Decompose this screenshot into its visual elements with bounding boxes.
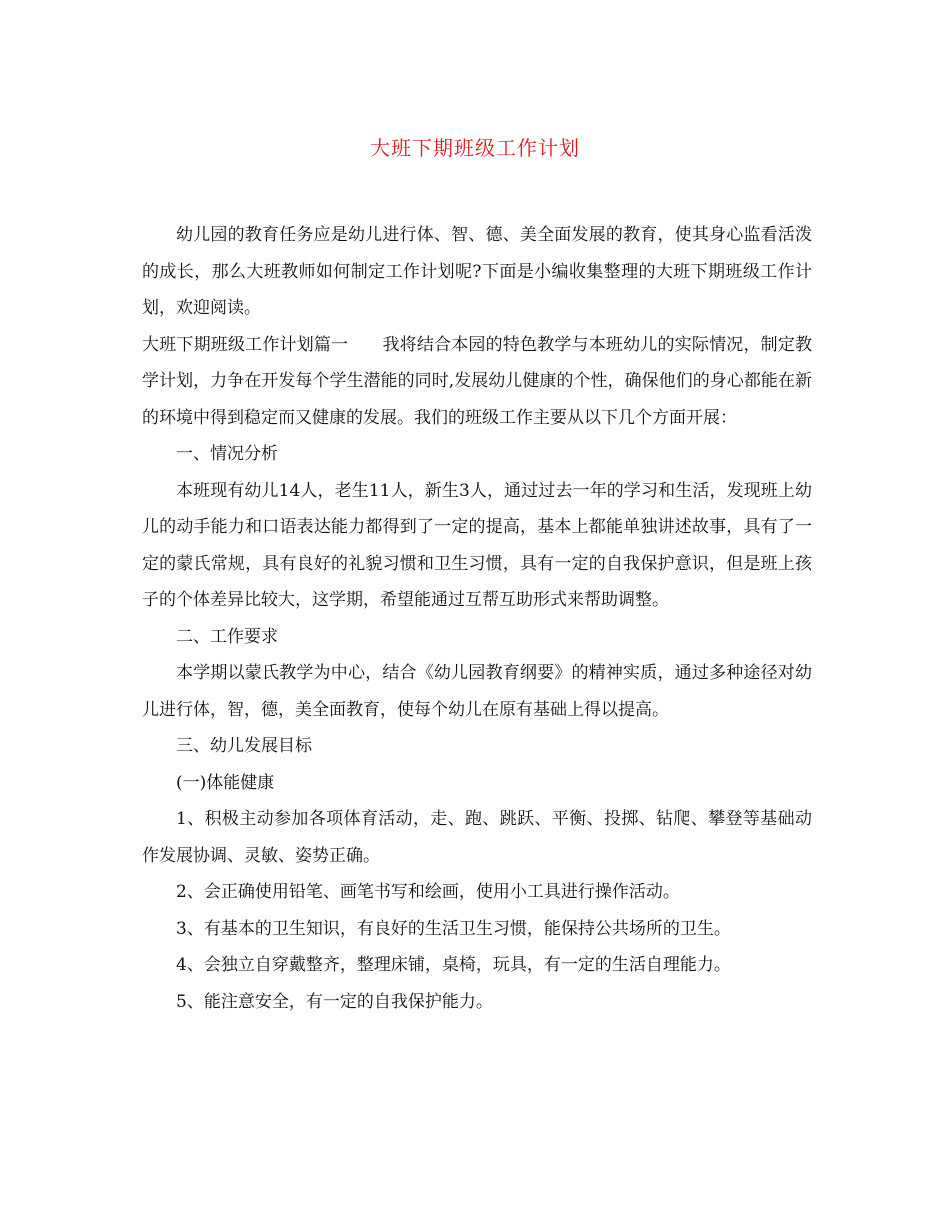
document-body bbox=[142, 217, 812, 1020]
list-item-1: 1、积极主动参加各项体育活动，走、跑、跳跃、平衡、投掷、钻爬、攀登等基础动作发展协调、灵敏、姿势正确。 bbox=[142, 809, 812, 866]
list-item-5: 5、能注意安全，有一定的自我保护能力。 bbox=[176, 991, 493, 1012]
section-paragraph bbox=[142, 327, 812, 437]
section-label: 大班下期班级工作计划篇一 bbox=[142, 334, 349, 355]
heading-development-goals: 三、幼儿发展目标 bbox=[176, 736, 312, 756]
heading-situation-analysis: 一、情况分析 bbox=[176, 444, 278, 464]
list-item-4: 4、会独立自穿戴整齐，整理床铺，桌椅，玩具，有一定的生活自理能力。 bbox=[176, 955, 731, 975]
paragraph-requirements: 本学期以蒙氏教学为中心，结合《幼儿园教育纲要》的精神实质，通过多种途径对幼儿进行体，智，德，美全面教育，使每个幼儿在原有基础上得以提高。 bbox=[142, 663, 812, 720]
subheading-physical-health: (一)体能健康 bbox=[176, 772, 275, 793]
section-text: 我将结合本园的特色教学与本班幼儿的实际情况，制定教学计划，力争在开发每个学生潜能的同时,发展幼儿健康的个性，确保他们的身心都能在新的环境中得到稳定而又健康的发展。我们的班级工作主要从以下几个方面开展： bbox=[142, 334, 813, 428]
document-title: 大班下期班级工作计划 bbox=[370, 136, 580, 160]
list-item-2: 2、会正确使用铅笔、画笔书写和绘画，使用小工具进行操作活动。 bbox=[176, 882, 680, 902]
list-item-3: 3、有基本的卫生知识，有良好的生活卫生习惯，能保持公共场所的卫生。 bbox=[176, 918, 731, 939]
paragraph-situation: 本班现有幼儿14人，老生11人，新生3人，通过过去一年的学习和生活，发现班上幼儿的动手能力和口语表达能力都得到了一定的提高，基本上都能单独讲述故事，具有了一定的蒙氏常规，具有良好的礼貌习惯和卫生习惯，具有一定的自我保护意识，但是班上孩子的个体差异比较大，这学期，希望能通过互帮互助形式来帮助调整。 bbox=[142, 480, 812, 610]
intro-paragraph: 幼儿园的教育任务应是幼儿进行体、智、德、美全面发展的教育，使其身心监看活泼的成长，那么大班教师如何制定工作计划呢?下面是小编收集整理的大班下期班级工作计划，欢迎阅读。 bbox=[142, 225, 812, 318]
heading-work-requirements: 二、工作要求 bbox=[176, 626, 278, 647]
